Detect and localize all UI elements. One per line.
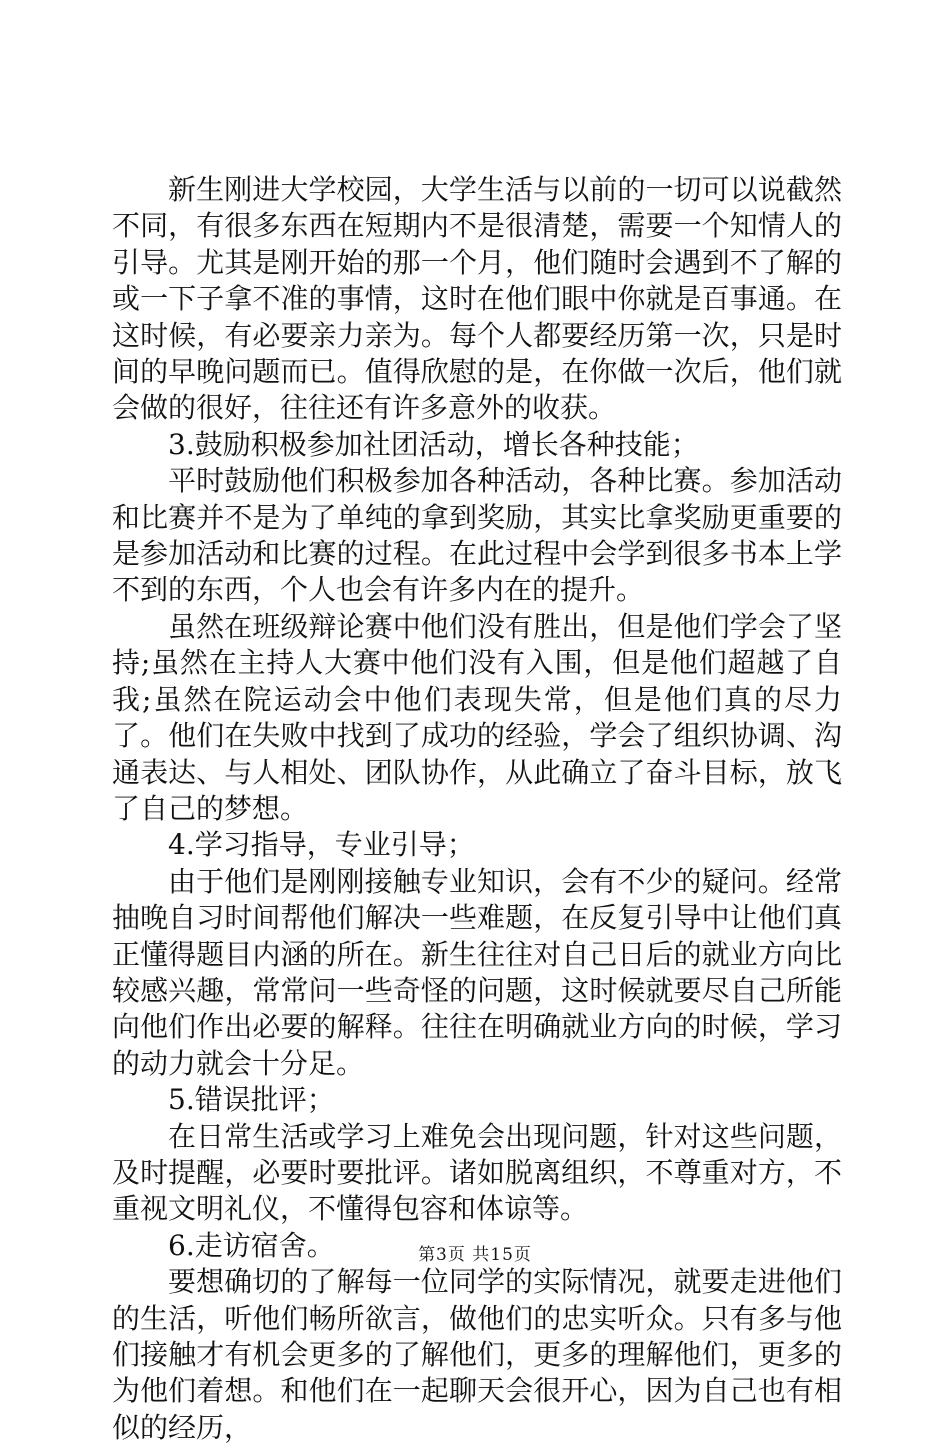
section-heading: 5.错误批评； <box>168 1083 335 1117</box>
body-paragraph: 平时鼓励他们积极参加各种活动，各种比赛。参加活动和比赛并不是为了单纯的拿到奖励，其实比拿奖励更重要的是参加活动和比赛的过程。在此过程中会学到很多书本上学不到的东西，个人也会有许多内在的提升。 <box>112 464 842 607</box>
body-paragraph: 由于他们是刚刚接触专业知识，会有不少的疑问。经常抽晚自习时间帮他们解决一些难题，在反复引导中让他们真正懂得题目内涵的所在。新生往往对自己日后的就业方向比较感兴趣，常常问一些奇怪的问题，这时候就要尽自己所能向他们作出必要的解释。往往在明确就业方向的时候，学习的动力就会十分足。 <box>112 864 842 1080</box>
body-paragraph: 在日常生活或学习上难免会出现问题，针对这些问题，及时提醒，必要时要批评。诸如脱离组织，不尊重对方，不重视文明礼仪，不懂得包容和体谅等。 <box>112 1119 842 1226</box>
section-heading: 6.走访宿舍。 <box>168 1228 335 1262</box>
body-paragraph: 要想确切的了解每一位同学的实际情况，就要走进他们的生活，听他们畅所欲言，做他们的忠实听众。只有多与他们接触才有机会更多的了解他们，更多的理解他们，更多的为他们着想。和他们在一起聊天会很开心，因为自己也有相似的经历， <box>112 1265 842 1444</box>
page-number-footer: 第3页 共15页 <box>418 1245 532 1265</box>
body-paragraph: 虽然在班级辩论赛中他们没有胜出，但是他们学会了坚持;虽然在主持人大赛中他们没有入围，但是他们超越了自我;虽然在院运动会中他们表现失常，但是他们真的尽力了。他们在失败中找到了成功的经验，学会了组织协调、沟通表达、与人相处、团队协作，从此确立了奋斗目标，放飞了自己的梦想。 <box>112 609 842 825</box>
section-heading: 3.鼓励积极参加社团活动，增长各种技能； <box>168 427 699 461</box>
body-paragraph: 新生刚进大学校园，大学生活与以前的一切可以说截然不同，有很多东西在短期内不是很清楚，需要一个知情人的引导。尤其是刚开始的那一个月，他们随时会遇到不了解的或一下子拿不准的事情，这时在他们眼中你就是百事通。在这时候，有必要亲力亲为。每个人都要经历第一次，只是时间的早晚问题而已。值得欣慰的是，在你做一次后，他们就会做的很好，往往还有许多意外的收获。 <box>112 173 842 425</box>
section-heading: 4.学习指导，专业引导； <box>168 828 475 862</box>
